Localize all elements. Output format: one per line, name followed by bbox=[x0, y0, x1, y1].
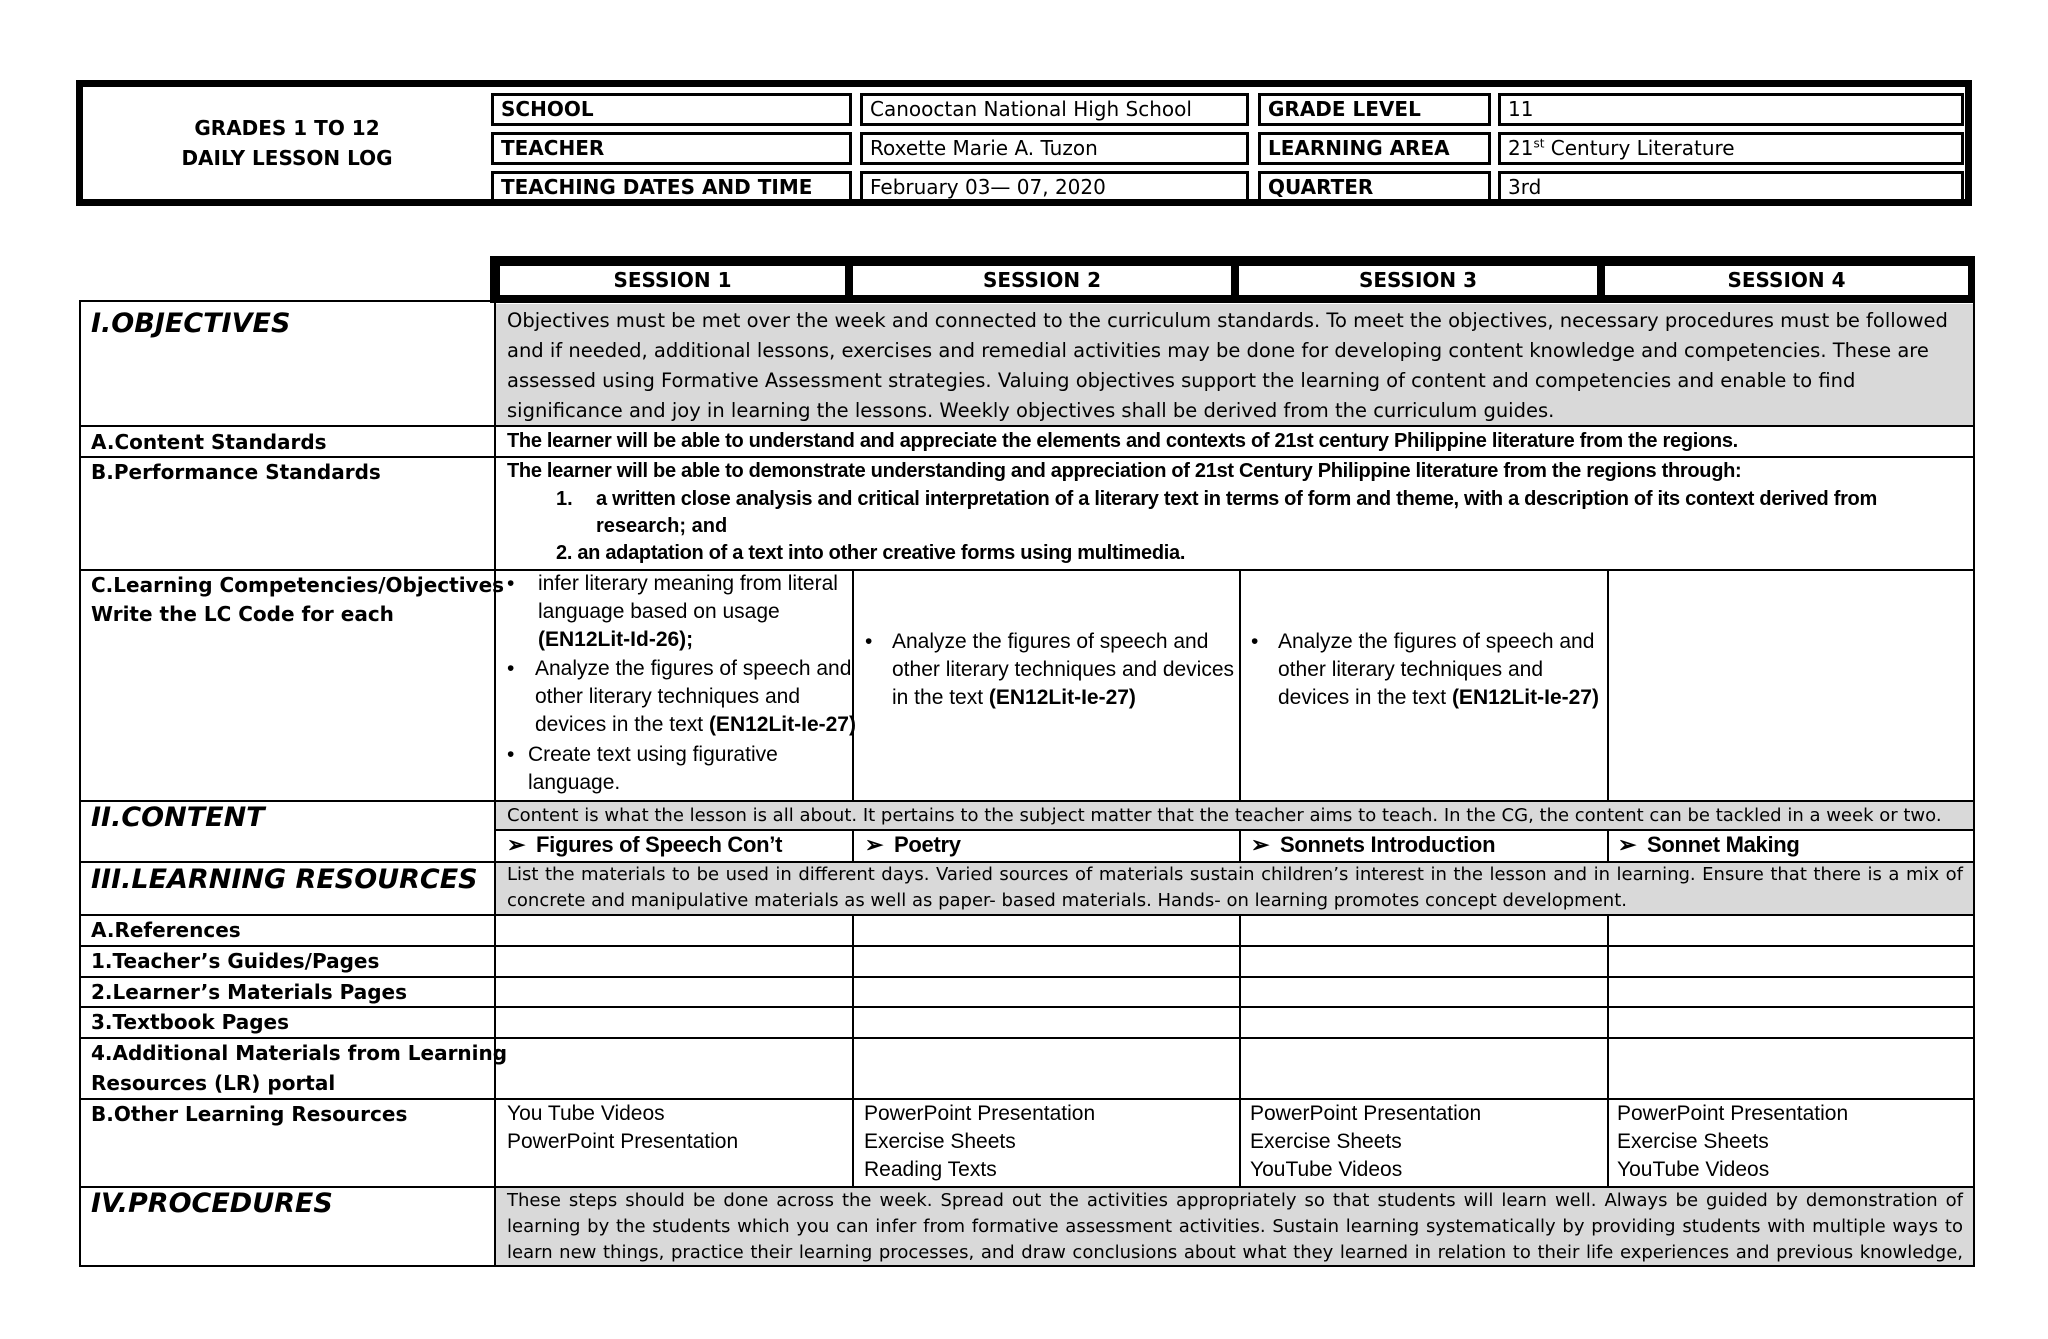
s3-line-3 bbox=[1278, 684, 1599, 712]
topic-session-3: Sonnets Introduction bbox=[1280, 832, 1496, 857]
resource-item: YouTube Videos bbox=[1250, 1158, 1403, 1181]
teacher-value: Roxette Marie A. Tuzon bbox=[860, 132, 1249, 165]
bullet-icon: • bbox=[507, 743, 515, 766]
learning-area-value bbox=[1498, 132, 1964, 165]
performance-item-1-line-2: research; and bbox=[596, 515, 728, 537]
s3-line-1: Analyze the figures of speech and bbox=[1278, 630, 1595, 653]
arrow-bullet-icon: ➢ bbox=[1251, 832, 1270, 857]
grade-level-label: GRADE LEVEL bbox=[1258, 93, 1491, 126]
grade-level-value: 11 bbox=[1498, 93, 1964, 126]
s3-code: (EN12Lit-Ie-27) bbox=[1451, 686, 1599, 709]
resources-description-line-2: concrete and manipulative materials as well as paper- based materials. Hands- on learning promotes concept development. bbox=[507, 890, 1627, 911]
performance-item-1-line-1: a written close analysis and critical interpretation of a literary text in terms of form and theme, with a description of its context derived from bbox=[596, 488, 1877, 510]
title-line-2: DAILY LESSON LOG bbox=[181, 146, 393, 170]
bullet-icon: • bbox=[865, 630, 873, 653]
area-value-text: Century Literature bbox=[1544, 136, 1735, 160]
bullet-icon: • bbox=[507, 657, 515, 680]
arrow-bullet-icon: ➢ bbox=[507, 832, 526, 857]
s3-line-2: other literary techniques and bbox=[1278, 658, 1543, 681]
competencies-label-line-2: Write the LC Code for each bbox=[91, 602, 394, 626]
objectives-line-1: Objectives must be met over the week and connected to the curriculum standards. To meet the objectives, necessary procedures must be followed bbox=[507, 309, 1948, 332]
textbook-pages-label: 3.Textbook Pages bbox=[91, 1010, 289, 1034]
objectives-line-4: significance and joy in learning the lessons. Weekly objectives shall be derived from the curriculum guides. bbox=[507, 399, 1555, 422]
resource-item: PowerPoint Presentation bbox=[1250, 1102, 1482, 1125]
bullet-icon: • bbox=[1251, 630, 1259, 653]
session-1-header: SESSION 1 bbox=[500, 266, 845, 295]
resource-item: Exercise Sheets bbox=[1250, 1130, 1402, 1153]
session-header-row bbox=[490, 256, 1975, 303]
session-2-header: SESSION 2 bbox=[853, 266, 1231, 295]
competencies-label-line-1: C.Learning Competencies/Objectives bbox=[91, 573, 505, 597]
s1-bullet-2-text: devices in the text bbox=[535, 713, 709, 736]
s2-line-3 bbox=[892, 684, 1136, 712]
resource-item: Exercise Sheets bbox=[864, 1130, 1016, 1153]
quarter-label: QUARTER bbox=[1258, 171, 1491, 204]
learners-materials-label: 2.Learner’s Materials Pages bbox=[91, 980, 408, 1004]
resource-item: YouTube Videos bbox=[1617, 1158, 1770, 1181]
resources-title: III.LEARNING RESOURCES bbox=[91, 864, 478, 895]
lesson-log-header bbox=[76, 80, 1972, 206]
performance-item-1-number: 1. bbox=[556, 488, 573, 510]
performance-item-2: 2. an adaptation of a text into other creative forms using multimedia. bbox=[556, 542, 1186, 564]
teaching-dates-value: February 03— 07, 2020 bbox=[860, 171, 1249, 204]
s1-bullet-2-line-3 bbox=[535, 711, 856, 739]
procedures-title: IV.PROCEDURES bbox=[91, 1188, 333, 1219]
other-resources-label: B.Other Learning Resources bbox=[91, 1102, 408, 1126]
objectives-line-2: and if needed, additional lessons, exercises and remedial activities may be done for developing content knowledge and competencies. These are bbox=[507, 339, 1929, 362]
arrow-bullet-icon: ➢ bbox=[1618, 832, 1637, 857]
s1-bullet-3-line-1: Create text using figurative bbox=[528, 743, 778, 766]
s3-text: devices in the text bbox=[1278, 686, 1452, 709]
s1-bullet-2-line-1: Analyze the figures of speech and bbox=[535, 657, 852, 680]
bullet-icon: • bbox=[507, 572, 515, 595]
area-value-number: 21 bbox=[1508, 136, 1534, 160]
performance-standards-label: B.Performance Standards bbox=[91, 460, 381, 484]
area-value-sup: st bbox=[1533, 136, 1545, 151]
s2-line-2: other literary techniques and devices bbox=[892, 658, 1235, 681]
s1-bullet-2-line-2: other literary techniques and bbox=[535, 685, 800, 708]
s1-bullet-1-line-1: infer literary meaning from literal bbox=[538, 572, 838, 595]
topic-session-2: Poetry bbox=[894, 832, 961, 857]
procedures-line-1: These steps should be done across the week. Spread out the activities appropriately so that students will learn well. Always be guided by demonstration of bbox=[507, 1190, 1963, 1211]
content-description: Content is what the lesson is all about. It pertains to the subject matter that the teacher aims to teach. In the CG, the content can be tackled in a week or two. bbox=[507, 805, 1942, 826]
references-label: A.References bbox=[91, 918, 241, 942]
s1-bullet-2-code: (EN12Lit-Ie-27) bbox=[708, 713, 856, 736]
s1-bullet-3-line-2: language. bbox=[528, 771, 621, 794]
quarter-value: 3rd bbox=[1498, 171, 1964, 204]
teaching-dates-label: TEACHING DATES AND TIME bbox=[491, 171, 852, 204]
content-standards-label: A.Content Standards bbox=[91, 430, 327, 454]
content-standards-text: The learner will be able to understand and appreciate the elements and contexts of 21st century Philippine literature from the regions. bbox=[507, 430, 1738, 452]
teachers-guides-label: 1.Teacher’s Guides/Pages bbox=[91, 949, 380, 973]
resource-item: You Tube Videos bbox=[507, 1102, 665, 1125]
objectives-line-3: assessed using Formative Assessment strategies. Valuing objectives support the learning of content and competencies and enable to find bbox=[507, 369, 1856, 392]
arrow-bullet-icon: ➢ bbox=[865, 832, 884, 857]
content-title: II.CONTENT bbox=[91, 802, 265, 833]
school-value: Canooctan National High School bbox=[860, 93, 1249, 126]
procedures-line-2: learning by the students which you can infer from formative assessment activities. Sustain learning systematically by providing students with multiple ways to bbox=[507, 1216, 1963, 1237]
s2-text: in the text bbox=[892, 686, 989, 709]
resource-item: PowerPoint Presentation bbox=[864, 1102, 1096, 1125]
learning-area-label: LEARNING AREA bbox=[1258, 132, 1491, 165]
resource-item: Exercise Sheets bbox=[1617, 1130, 1769, 1153]
s2-line-1: Analyze the figures of speech and bbox=[892, 630, 1209, 653]
performance-standards-intro: The learner will be able to demonstrate understanding and appreciation of 21st Century Philippine literature from the regions through: bbox=[507, 460, 1742, 482]
resource-item: PowerPoint Presentation bbox=[1617, 1102, 1849, 1125]
session-4-header: SESSION 4 bbox=[1605, 266, 1968, 295]
teacher-label: TEACHER bbox=[491, 132, 852, 165]
procedures-line-3: learn new things, practice their learning processes, and draw conclusions about what they learned in relation to their life experiences and previous knowledge, bbox=[507, 1242, 1963, 1263]
resources-description-line-1: List the materials to be used in different days. Varied sources of materials sustain children’s interest in the lesson and in learning. Ensure that there is a mix of bbox=[507, 864, 1963, 885]
s2-code: (EN12Lit-Ie-27) bbox=[988, 686, 1136, 709]
resource-item: PowerPoint Presentation bbox=[507, 1130, 739, 1153]
title-line-1: GRADES 1 TO 12 bbox=[194, 116, 380, 140]
resource-item: Reading Texts bbox=[864, 1158, 997, 1181]
additional-materials-label-line-1: 4.Additional Materials from Learning bbox=[91, 1041, 508, 1065]
topic-session-1: Figures of Speech Con’t bbox=[536, 832, 783, 857]
log-title bbox=[83, 87, 491, 199]
s1-bullet-1-code: (EN12Lit-Id-26); bbox=[538, 628, 694, 651]
additional-materials-label-line-2: Resources (LR) portal bbox=[91, 1071, 336, 1095]
school-label: SCHOOL bbox=[491, 93, 852, 126]
objectives-title: I.OBJECTIVES bbox=[91, 308, 291, 339]
s1-bullet-1-line-2: language based on usage bbox=[538, 600, 780, 623]
session-3-header: SESSION 3 bbox=[1239, 266, 1597, 295]
topic-session-4: Sonnet Making bbox=[1647, 832, 1800, 857]
